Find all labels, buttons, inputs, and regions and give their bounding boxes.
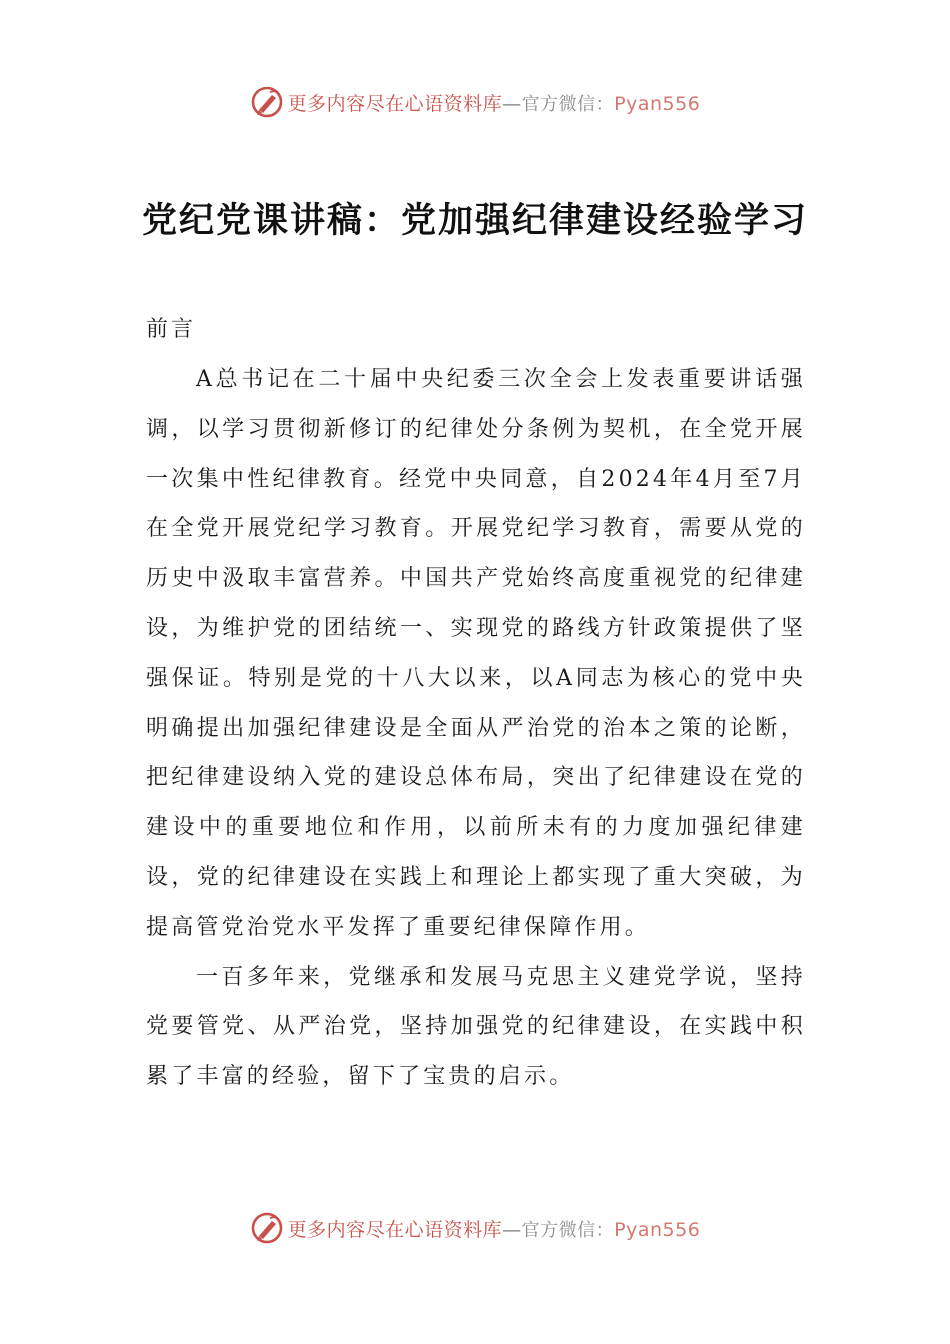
document-title: 党纪党课讲稿：党加强纪律建设经验学习 <box>141 201 808 242</box>
banner-main-text: 更多内容尽在心语资料库 <box>287 1218 503 1241</box>
paragraph: 一百多年来，党继承和发展马克思主义建党学说，坚持党要管党、从严治党，坚持加强党的纪律建设，在实践中积累了丰富的经验，留下了宝贵的启示。 <box>146 964 806 1090</box>
banner-main-text: 更多内容尽在心语资料库 <box>287 92 503 115</box>
banner-text <box>288 1215 701 1242</box>
pen-logo-icon <box>250 1211 284 1245</box>
document-body <box>146 355 806 1102</box>
banner-separator: — <box>502 92 522 115</box>
footer-banner <box>0 1208 950 1248</box>
header-banner <box>0 82 950 122</box>
banner-separator: — <box>502 1218 522 1241</box>
paragraph: A总书记在二十届中央纪委三次全会上发表重要讲话强调，以学习贯彻新修订的纪律处分条例为契机，在全党开展一次集中性纪律教育。经党中央同意，自2024年4月至7月在全党开展党纪学习教育。开展党纪学习教育，需要从党的历史中汲取丰富营养。中国共产党始终高度重视党的纪律建设，为维护党的团结统一、实现党的路线方针政策提供了坚强保证。特别是党的十八大以来，以A同志为核心的党中央明确提出加强纪律建设是全面从严治党的治本之策的论断，把纪律建设纳入党的建设总体布局，突出了纪律建设在党的建设中的重要地位和作用，以前所未有的力度加强纪律建设，党的纪律建设在实践上和理论上都实现了重大突破，为提高管党治党水平发挥了重要纪律保障作用。 <box>146 367 806 940</box>
banner-account: Pyan556 <box>614 1218 701 1241</box>
banner-label: 官方微信： <box>521 1219 615 1241</box>
banner-text <box>288 89 701 116</box>
banner-label: 官方微信： <box>521 93 615 115</box>
banner-account: Pyan556 <box>614 92 701 115</box>
pen-logo-icon <box>250 85 284 119</box>
section-heading: 前言 <box>146 317 197 342</box>
